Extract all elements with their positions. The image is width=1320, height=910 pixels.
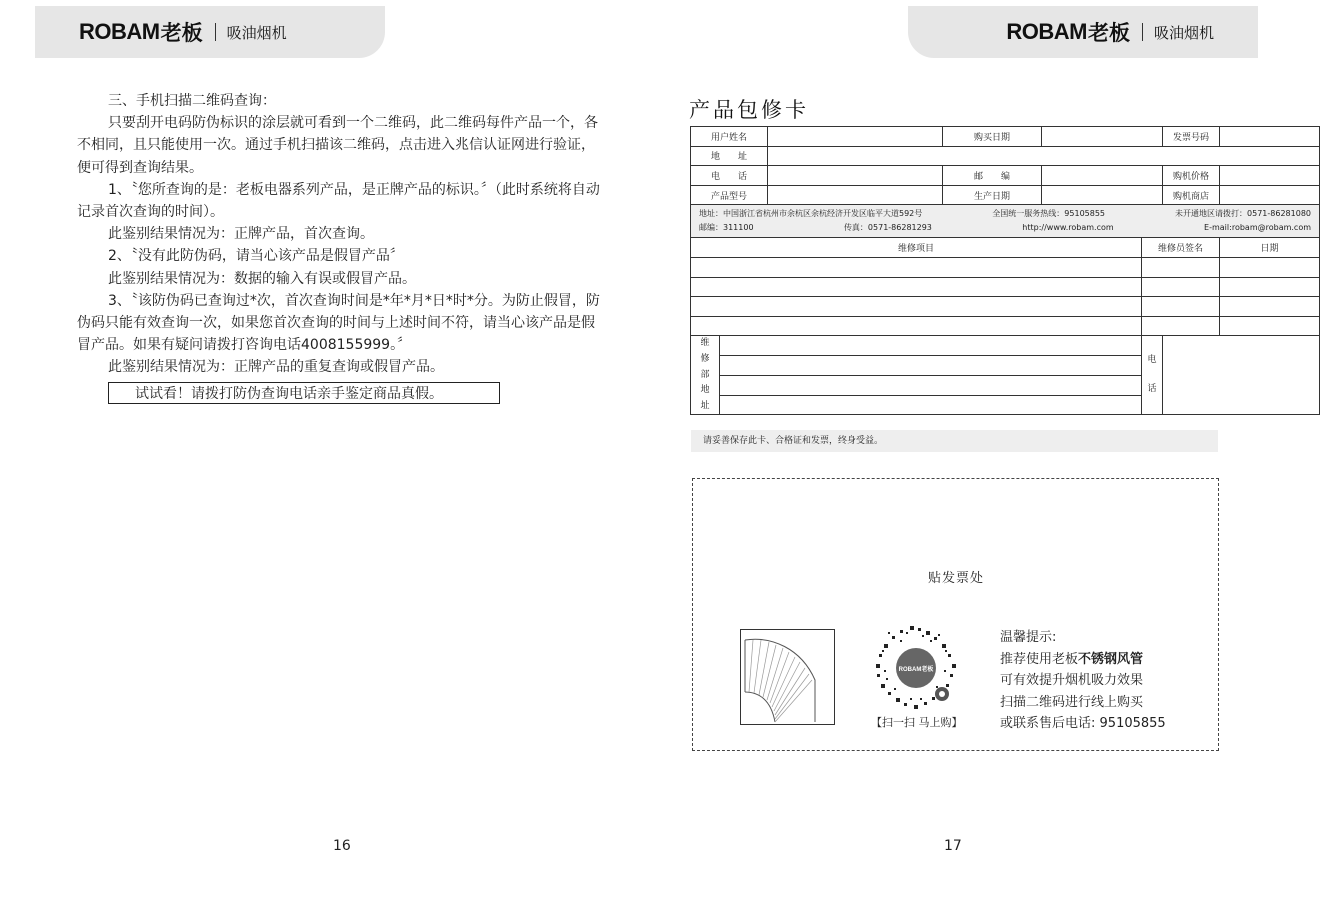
warm-tip-block xyxy=(1000,627,1166,735)
qr-caption: 【扫一扫 马上购】 xyxy=(871,716,963,729)
qr-center-logo: ROBAM老板 xyxy=(898,667,934,673)
brand-logo-cn: 老板 xyxy=(160,21,203,45)
warranty-card-table xyxy=(690,126,1320,415)
repair-item-cell[interactable] xyxy=(691,277,1142,297)
repair-dept-address-line[interactable] xyxy=(720,336,1142,356)
postcode: 邮编：311100 xyxy=(699,223,754,233)
brand-logo-en: ROBAM xyxy=(1006,19,1087,44)
repair-dept-address-label: 维 修 部 地 址 xyxy=(691,336,720,415)
repair-dept-address-line[interactable] xyxy=(720,375,1142,395)
qr-code[interactable] xyxy=(874,626,958,710)
duct-pipe-image xyxy=(740,629,835,725)
warm-tip-line: 可有效提升烟机吸力效果 xyxy=(1000,673,1144,688)
signature-cell[interactable] xyxy=(1142,316,1220,336)
signature-cell[interactable] xyxy=(1142,277,1220,297)
repair-dept-phone-label: 电 话 xyxy=(1142,336,1163,415)
invoice-no-field[interactable] xyxy=(1220,127,1320,147)
address-label: 地 址 xyxy=(691,146,768,166)
repair-item-cell[interactable] xyxy=(691,257,1142,277)
alt-hotline: 未开通地区请拨打：0571-86281080 xyxy=(1175,209,1311,219)
brand-logo-en: ROBAM xyxy=(79,19,160,44)
warm-tip-line: 或联系售后电话: 95105855 xyxy=(1000,716,1166,731)
invoice-paste-label: 贴发票处 xyxy=(928,571,985,586)
price-label: 购机价格 xyxy=(1163,166,1220,186)
keep-card-tip: 请妥善保存此卡、合格证和发票，终身受益。 xyxy=(691,430,1218,452)
warm-tip-line: 推荐使用老板不锈钢风管 xyxy=(1000,651,1144,667)
date-cell[interactable] xyxy=(1220,297,1320,317)
repair-item-cell[interactable] xyxy=(691,297,1142,317)
stainless-duct-highlight: 不锈钢风管 xyxy=(1078,651,1144,667)
paragraph: 1、〝您所查询的是：老板电器系列产品，是正牌产品的标识。〞（此时系统将自动记录首次查询的时间）。 xyxy=(77,181,600,221)
product-category: 吸油烟机 xyxy=(1153,23,1214,42)
production-date-field[interactable] xyxy=(1042,185,1163,205)
model-label: 产品型号 xyxy=(691,185,768,205)
purchase-date-field[interactable] xyxy=(1042,127,1163,147)
header-divider xyxy=(1142,23,1143,41)
email: E-mail:robam@robam.com xyxy=(1204,223,1312,233)
left-page-header xyxy=(35,6,385,58)
date-cell[interactable] xyxy=(1220,316,1320,336)
date-cell[interactable] xyxy=(1220,277,1320,297)
signature-cell[interactable] xyxy=(1142,297,1220,317)
company-contact-block xyxy=(691,205,1320,238)
production-date-label: 生产日期 xyxy=(943,185,1042,205)
warm-tip-line: 扫描二维码进行线上购买 xyxy=(1000,694,1144,710)
warranty-card-title: 产品包修卡 xyxy=(689,98,809,122)
purchase-date-label: 购买日期 xyxy=(943,127,1042,147)
hotline-callout-box: 试试看！请拨打防伪查询电话亲手鉴定商品真假。 xyxy=(108,382,500,404)
model-field[interactable] xyxy=(768,185,943,205)
header-divider xyxy=(215,23,216,41)
repair-dept-address-line[interactable] xyxy=(720,356,1142,376)
user-name-label: 用户姓名 xyxy=(691,127,768,147)
page-number: 16 xyxy=(333,838,351,854)
paragraph: 2、〝没有此防伪码，请当心该产品是假冒产品〞 xyxy=(108,248,404,265)
date-header: 日期 xyxy=(1220,238,1320,258)
paragraph: 此鉴别结果情况为：正牌产品，首次查询。 xyxy=(108,226,374,243)
brand-logo-cn: 老板 xyxy=(1087,21,1130,45)
repair-dept-phone-field[interactable] xyxy=(1163,336,1320,415)
repair-dept-address-line[interactable] xyxy=(720,395,1142,415)
repair-item-cell[interactable] xyxy=(691,316,1142,336)
repair-item-header: 维修项目 xyxy=(691,238,1142,258)
qr-verification-instructions xyxy=(77,90,605,379)
paragraph: 此鉴别结果情况为：数据的输入有误或假冒产品。 xyxy=(108,270,416,287)
store-field[interactable] xyxy=(1220,185,1320,205)
paragraph: 3、〝该防伪码已查询过*次，首次查询时间是*年*月*日*时*分。为防止假冒，防伪码只能有效查询一次，如果您首次查询的时间与上述时间不符，请当心该产品是假冒产品。如果有疑问请拨打咨询电话4008155999。〞 xyxy=(77,292,600,354)
website: http://www.robam.com xyxy=(1022,223,1114,233)
page-number: 17 xyxy=(944,838,962,854)
signature-cell[interactable] xyxy=(1142,257,1220,277)
date-cell[interactable] xyxy=(1220,257,1320,277)
phone-label: 电 话 xyxy=(691,166,768,186)
postcode-field[interactable] xyxy=(1042,166,1163,186)
signature-header: 维修员签名 xyxy=(1142,238,1220,258)
product-category: 吸油烟机 xyxy=(226,23,287,42)
service-hotline: 全国统一服务热线：95105855 xyxy=(992,209,1106,219)
user-name-field[interactable] xyxy=(768,127,943,147)
paragraph: 此鉴别结果情况为：正牌产品的重复查询或假冒产品。 xyxy=(108,359,444,376)
fax: 传真：0571-86281293 xyxy=(843,223,932,233)
right-page-header xyxy=(908,6,1258,58)
invoice-no-label: 发票号码 xyxy=(1163,127,1220,147)
phone-field[interactable] xyxy=(768,166,943,186)
company-address: 地址：中国浙江省杭州市余杭区余杭经济开发区临平大道592号 xyxy=(699,209,923,219)
warm-tip-title: 温馨提示: xyxy=(1000,630,1057,645)
postcode-label: 邮 编 xyxy=(943,166,1042,186)
address-field[interactable] xyxy=(768,146,1320,166)
store-label: 购机商店 xyxy=(1163,185,1220,205)
paragraph: 只要刮开电码防伪标识的涂层就可看到一个二维码，此二维码每件产品一个，各不相同，且只能使用一次。通过手机扫描该二维码，点击进入兆信认证网进行验证，便可得到查询结果。 xyxy=(77,115,598,176)
after-sales-phone: 95105855 xyxy=(1099,716,1166,731)
price-field[interactable] xyxy=(1220,166,1320,186)
section-heading: 三、手机扫描二维码查询： xyxy=(108,93,276,109)
